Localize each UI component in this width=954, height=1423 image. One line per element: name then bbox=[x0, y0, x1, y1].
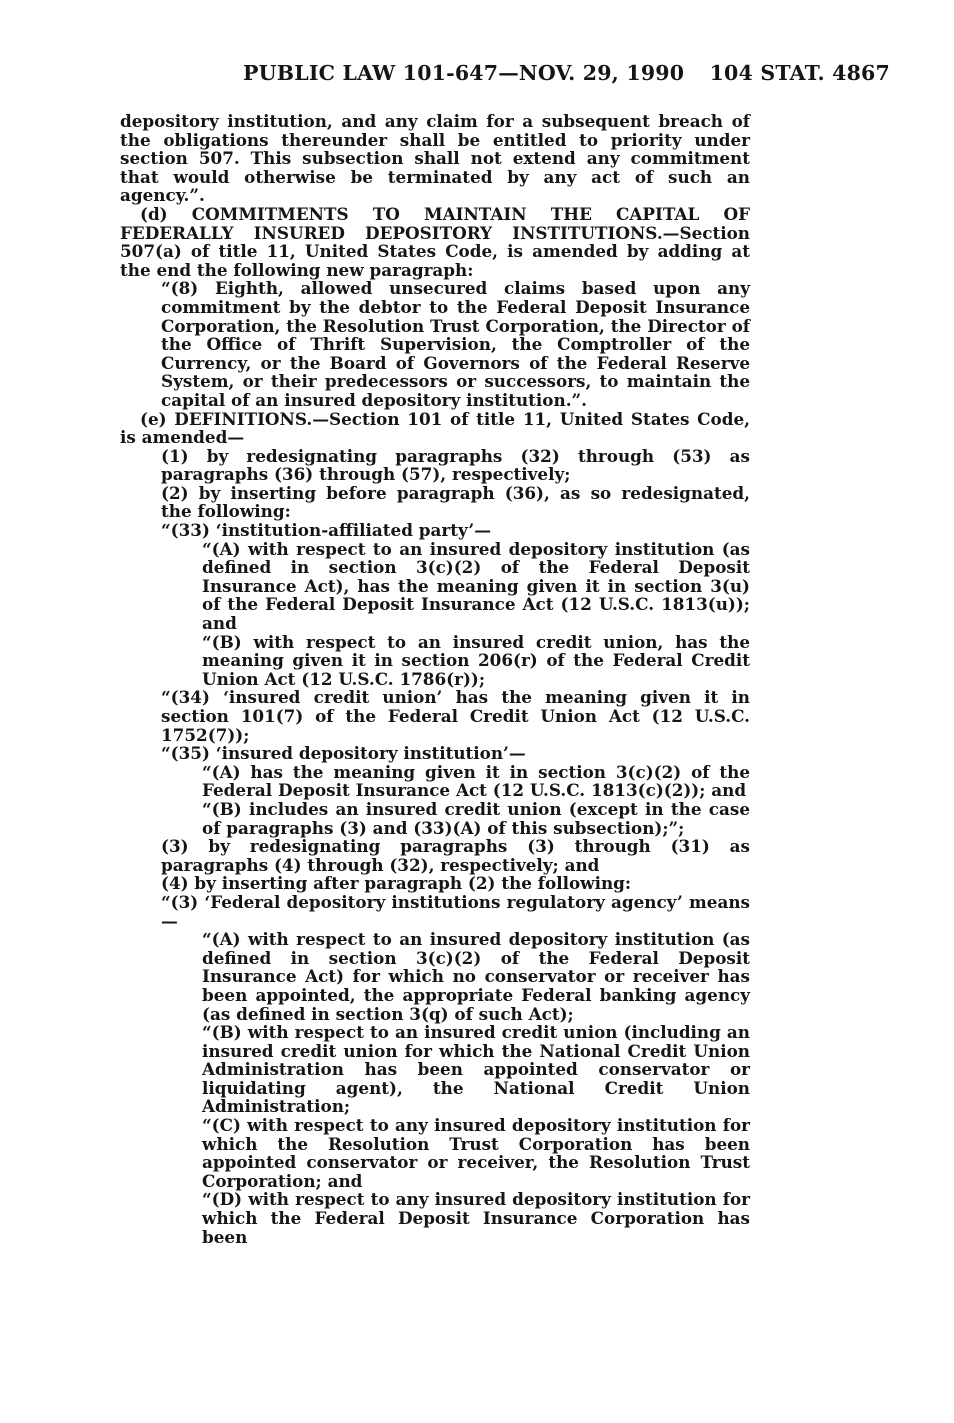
paragraph-def-33: “(33) ‘institution-affiliated party’— bbox=[161, 520, 491, 541]
paragraph-item-2: (2) by inserting before paragraph (36), as so redesignated, the following: bbox=[161, 482, 750, 522]
paragraph-def-3: “(3) ‘Federal depository institutions regulatory agency’ means— bbox=[161, 891, 750, 931]
paragraph-def-3-d: “(D) with respect to any insured depository institution for which the Federal Deposit Insurance Corporation has been bbox=[202, 1189, 750, 1247]
paragraph-item-3: (3) by redesignating paragraphs (3) through (31) as paragraphs (4) through (32), respectively; and bbox=[161, 836, 750, 875]
document-body bbox=[120, 112, 750, 1246]
paragraph-def-3-a: “(A) with respect to an insured depository institution (as defined in section 3(c)(2) of the Federal Deposit Insurance Act) for which no conservator or receiver has been appointed, the appropriate Federal banking agency (as defined in section 3(q) of such Act); bbox=[202, 929, 750, 1024]
running-header bbox=[225, 61, 890, 88]
paragraph-def-35-a: “(A) has the meaning given it in section 3(c)(2) of the Federal Deposit Insurance Act (12 U.S.C. 1813(c)(2)); and bbox=[202, 761, 750, 801]
paragraph-item-1: (1) by redesignating paragraphs (32) through (53) as paragraphs (36) through (57), respectively; bbox=[161, 445, 750, 485]
paragraph-def-3-b: “(B) with respect to an insured credit union (including an insured credit union for which the National Credit Union Administration has been appointed conservator or liquidating agent), the National Credit Union Administration; bbox=[202, 1022, 750, 1117]
paragraph-item-4: (4) by inserting after paragraph (2) the following: bbox=[161, 873, 632, 894]
header-stat-page: 104 STAT. 4867 bbox=[709, 61, 890, 85]
paragraph-def-35: “(35) ‘insured depository institution’— bbox=[161, 743, 526, 764]
paragraph-def-33-b: “(B) with respect to an insured credit union, has the meaning given it in section 206(r) of the Federal Credit Union Act (12 U.S.C. 1786(r)); bbox=[202, 631, 750, 689]
paragraph-def-35-b: “(B) includes an insured credit union (except in the case of paragraphs (3) and (33)(A) of this subsection);”; bbox=[202, 798, 750, 838]
paragraph-section-e: (e) DEFINITIONS.—Section 101 of title 11, United States Code, is amended— bbox=[120, 408, 750, 448]
paragraph-def-33-a: “(A) with respect to an insured depository institution (as defined in section 3(c)(2) of the Federal Deposit Insurance Act), has the meaning given it in section 3(u) of the Federal Deposit Insurance Act (12 U.S.C. 1813(u)); and bbox=[202, 538, 750, 634]
paragraph: depository institution, and any claim for a subsequent breach of the obligations thereunder shall be entitled to priority under section 507. This subsection shall not extend any commitment that would otherwise be terminated by any act of such an agency.”. bbox=[120, 111, 750, 206]
paragraph-section-d: (d) COMMITMENTS TO MAINTAIN THE CAPITAL OF FEDERALLY INSURED DEPOSITORY INSTITUTIONS.—Section 507(a) of title 11, United States Code, is amended by adding at the end the following new paragraph: bbox=[120, 203, 750, 280]
header-title: PUBLIC LAW 101-647—NOV. 29, 1990 bbox=[243, 61, 685, 85]
paragraph-quoted-8: “(8) Eighth, allowed unsecured claims based upon any commitment by the debtor to the Federal Deposit Insurance Corporation, the Resolution Trust Corporation, the Director of the Office of Thrift Supervision, the Comptroller of the Currency, or the Board of Governors of the Federal Reserve System, or their predecessors or successors, to maintain the capital of an insured depository institution.”. bbox=[161, 278, 750, 410]
paragraph-def-34: “(34) ‘insured credit union’ has the meaning given it in section 101(7) of the Federal Credit Union Act (12 U.S.C. 1752(7)); bbox=[161, 687, 750, 745]
paragraph-def-3-c: “(C) with respect to any insured depository institution for which the Resolution Trust Corporation has been appointed conservator or receiver, the Resolution Trust Corporation; and bbox=[202, 1115, 750, 1191]
